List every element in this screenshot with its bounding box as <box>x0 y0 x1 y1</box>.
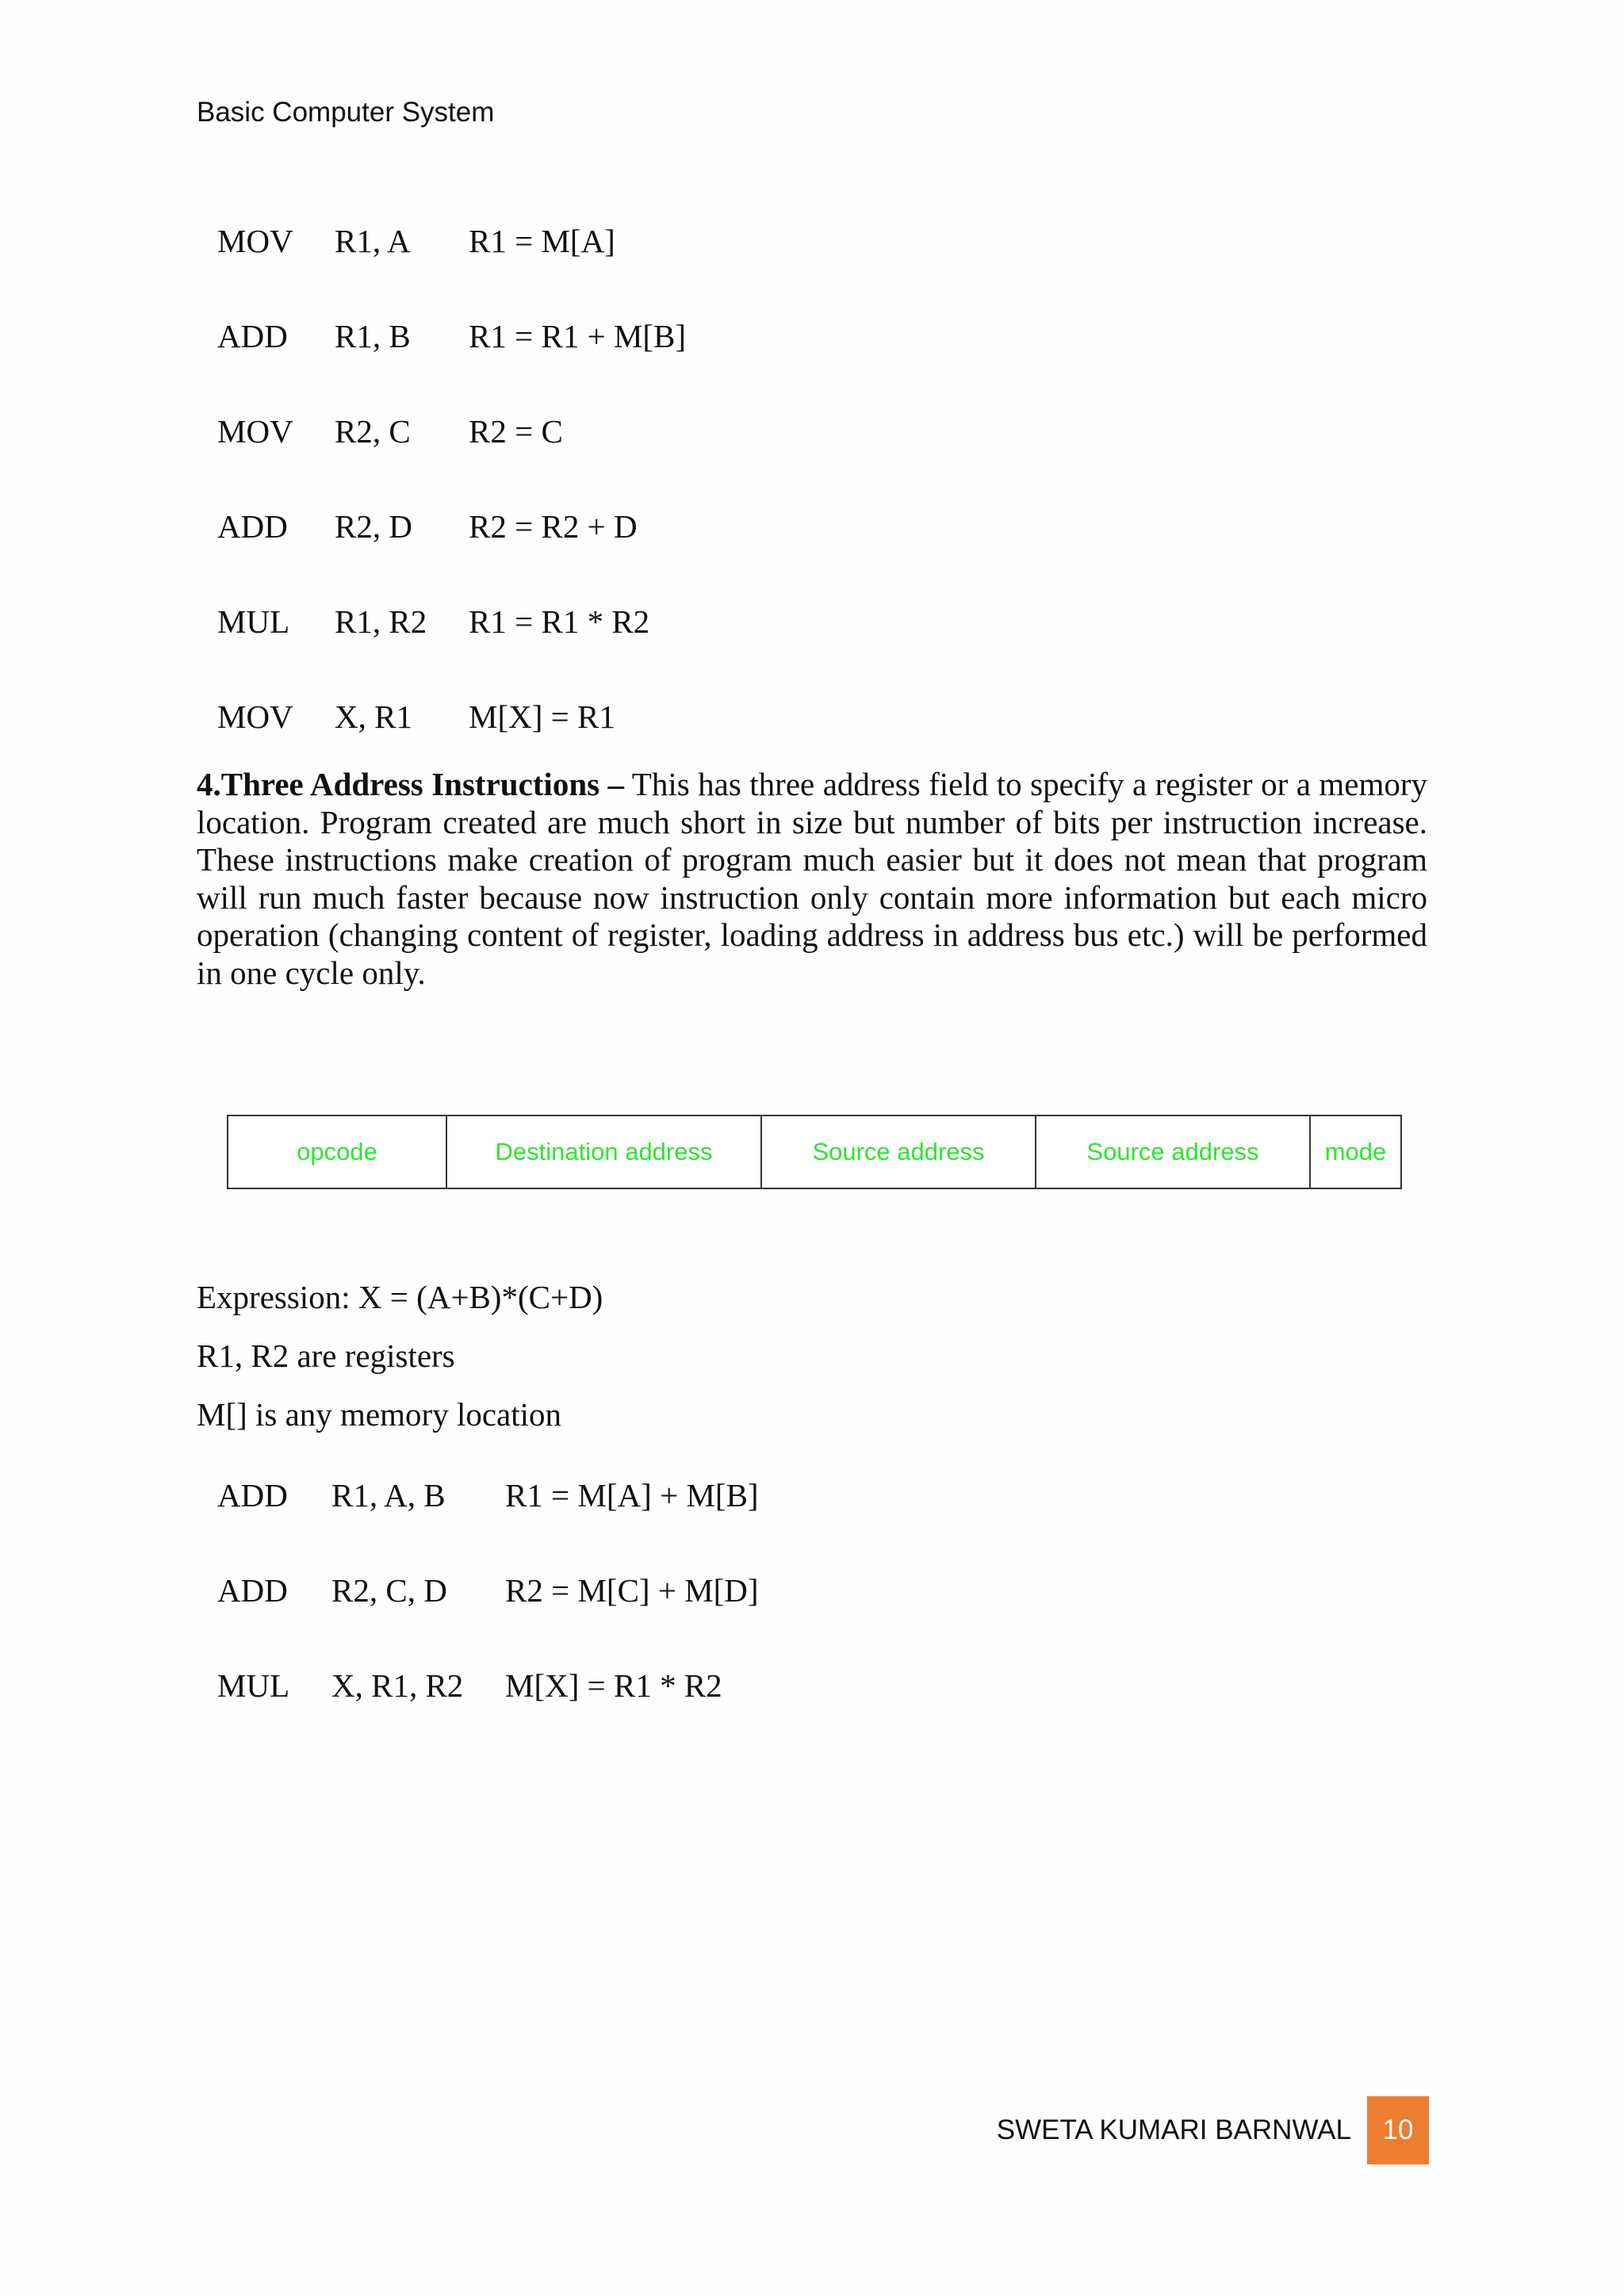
effect-text: R1 = R1 * R2 <box>469 603 650 640</box>
effect-text: R2 = M[C] + M[D] <box>505 1572 759 1609</box>
format-field-destination: Destination address <box>447 1116 762 1188</box>
operands-text: R2, C <box>335 413 411 450</box>
operands-text: R1, B <box>335 318 411 354</box>
effect-text: M[X] = R1 <box>469 698 615 735</box>
page-number-badge: 10 <box>1367 2096 1429 2164</box>
effect-text: R1 = M[A] + M[B] <box>505 1477 759 1513</box>
format-field-source: Source address <box>1036 1116 1311 1188</box>
opcode-text: MOV <box>217 698 293 735</box>
opcode-text: MOV <box>217 413 293 450</box>
effect-text: M[X] = R1 * R2 <box>505 1667 722 1704</box>
expression-line: Expression: X = (A+B)*(C+D) <box>197 1279 603 1315</box>
section-body: This has three address field to specify a register or a memory location. Program created are much short in size but number of bits per instruction increase. These instructions make creation of program much easier but it does not mean that program will run much faster because now instruction only contain more information but each micro operation (changing content of register, loading address in address bus etc.) will be performed in one cycle only. <box>197 766 1427 991</box>
memory-line: M[] is any memory location <box>197 1396 562 1433</box>
effect-text: R1 = M[A] <box>469 223 615 259</box>
opcode-text: MOV <box>217 223 293 259</box>
operands-text: R1, A <box>335 223 411 259</box>
page-header: Basic Computer System <box>197 97 495 128</box>
operands-text: R1, A, B <box>331 1477 446 1513</box>
format-field-opcode: opcode <box>228 1116 447 1188</box>
effect-text: R2 = C <box>469 413 563 450</box>
opcode-text: MUL <box>217 1667 290 1704</box>
operands-text: R2, D <box>335 508 412 545</box>
three-address-paragraph <box>197 766 1427 992</box>
opcode-text: ADD <box>217 318 288 354</box>
format-field-source: Source address <box>762 1116 1036 1188</box>
format-field-mode: mode <box>1324 1138 1387 1165</box>
effect-text: R2 = R2 + D <box>469 508 638 545</box>
operands-text: R2, C, D <box>331 1572 447 1609</box>
opcode-text: ADD <box>217 1572 288 1609</box>
section-heading: 4.Three Address Instructions – <box>197 766 625 802</box>
opcode-text: ADD <box>217 1477 288 1513</box>
effect-text: R1 = R1 + M[B] <box>469 318 687 354</box>
author-name: SWETA KUMARI BARNWAL <box>996 2114 1351 2145</box>
opcode-text: ADD <box>217 508 288 545</box>
operands-text: X, R1, R2 <box>331 1667 464 1704</box>
registers-line: R1, R2 are registers <box>197 1337 455 1374</box>
operands-text: X, R1 <box>335 698 412 735</box>
opcode-text: MUL <box>217 603 290 640</box>
page-footer <box>997 2096 1429 2164</box>
operands-text: R1, R2 <box>335 603 427 640</box>
instruction-format-table <box>227 1115 1402 1189</box>
